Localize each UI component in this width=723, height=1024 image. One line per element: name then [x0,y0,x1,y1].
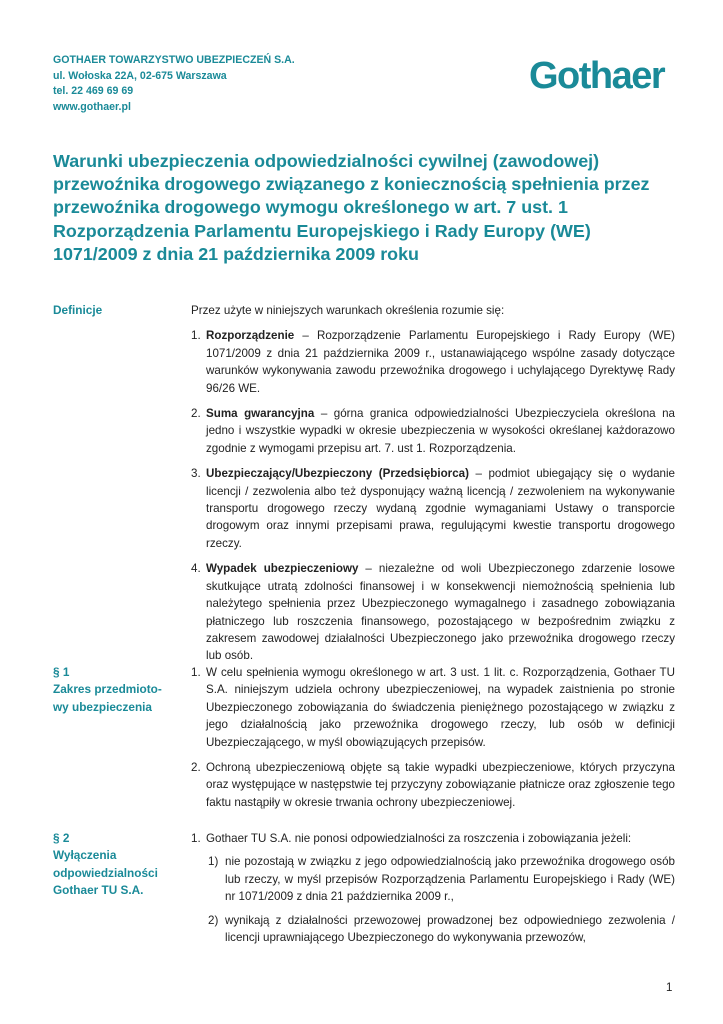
section-2-sublist [206,853,675,946]
section-1-label: § 1 Zakres przedmioto- wy ubezpieczenia [53,665,162,714]
list-item: 1. Rozporządzenie – Rozporządzenie Parlamentu Europejskiego i Rady Europy (WE) 1071/2009 z dnia 21 października 2009 r., ustanawiającego wspólne zasady dotyczące warunków wykonywania zawodu przewoźnika drogowego i uchylającego Dyrektywę Rady 96/26 WE. [191,329,675,395]
list-item: 4. Wypadek ubezpieczeniowy – niezależne od woli Ubezpieczonego zdarzenie losowe skutkujące utratą zdolności finansowej i w konsekwencji niemożnością spełnienia lub należytego spełnienia przez Ubezpieczonego wymagalnego i zasadnego zobowiązania płatniczego lub roszczenia finansowego, pozostającego w bezpośrednim związku z zakresem zawodowej działalności Ubezpieczonego jako przewoźnika drogowego rzeczy lub osób. [191,562,675,663]
company-phone: tel. 22 469 69 69 [53,85,134,98]
list-item: 3. Ubezpieczający/Ubezpieczony (Przedsiębiorca) – podmiot ubiegający się o wydanie licencji / zezwolenia albo też dysponujący ważną licencją / zezwoleniem na wykonywanie transportu drogowego rzeczy wydaną zgodnie wymaganiami Ustawy o transporcie drogowym oraz innymi przepisami prawa, regulującymi kwestie transportu drogowego rzeczy. [191,467,675,550]
sub-list-item: 2) wynikają z działalności przewozowej prowadzonej bez odpowiedniego zezwolenia / licencji uprawniającego Ubezpieczonego do wykonywania przewozów, [208,913,675,945]
document-title: Warunki ubezpieczenia odpowiedzialności cywilnej (zawodowej) przewoźnika drogowego związanego z koniecznością spełnienia przez przewoźnika drogowego wymogu określonego w art. 7 ust. 1 Rozporządzenia Parlamentu Europejskiego i Rady Europy (WE) 1071/2009 z dnia 21 października 2009 roku [53,151,650,264]
gothaer-logo [527,51,677,101]
sub-list-item: 1) nie pozostają w związku z jego odpowiedzialnością jako przewoźnika drogowego osób lub rzeczy, w myśl przepisów Rozporządzenia Parlamentu Europejskiego i Rady (WE) nr 1071/2009 z dnia 21 października 2009 r., [208,855,675,904]
page-number: 1 [666,982,673,994]
section-1-content [191,664,675,819]
definitions-list [191,327,675,664]
section-2-label: § 2 Wyłączenia odpowiedzialności Gothaer TU S.A. [53,831,158,898]
company-name: GOTHAER TOWARZYSTWO UBEZPIECZEŃ S.A. [53,54,295,66]
definitions-content [191,302,675,673]
definitions-intro: Przez użyte w niniejszych warunkach określenia rozumie się: [191,304,505,317]
definitions-label: Definicje [53,303,103,317]
list-item: 1. Gothaer TU S.A. nie ponosi odpowiedzialności za roszczenia i zobowiązania jeżeli: 1) nie pozostają w związku z jego odpowiedzialnością jako przewoźnika drogowego osób lub rzeczy, w myśl przepisów Rozporządzenia Parlamentu Europejskiego i Rady (WE) nr 1071/2009 z dnia 21 października 2009 r., 2) wynikają z działalności przewozowej prowadzonej bez odpowiedniego zezwolenia / licencji uprawniającego Ubezpieczonego do wykonywania przewozów, [191,830,675,946]
list-item: 1. W celu spełnienia wymogu określonego w art. 3 ust. 1 lit. c. Rozporządzenia, Gothaer TU S.A. niniejszym udziela ochrony ubezpieczeniowej, na wypadek zaistnienia po stronie Ubezpieczonego zobowiązania do świadczenia pieniężnego pozostającego w związku z jego działalnością jako przewoźnika drogowego rzeczy, lub osób w definicji Ubezpieczającego, w myśl obowiązujących przepisów. [191,666,675,749]
section-2-content [191,830,675,954]
company-info [53,53,295,115]
logo-text: Gothaer [529,55,665,97]
section-2-list [191,830,675,946]
list-item: 2. Suma gwarancyjna – górna granica odpowiedzialności Ubezpieczyciela określona na jedno i wszystkie wypadki w okresie ubezpieczenia w wysokości określanej każdorazowo zgodnie z wymogami przepisu art. 7. ust 1. Rozporządzenia. [191,407,675,455]
company-website[interactable]: www.gothaer.pl [53,100,131,113]
section-1-list [191,664,675,811]
list-item: 2. Ochroną ubezpieczeniową objęte są takie wypadki ubezpieczeniowe, których przyczyna oraz występujące w następstwie tej przyczyny zobowiązanie płatnicze oraz zgłoszenie tego faktu nastąpiły w okresie trwania ochrony ubezpieczeniowej. [191,761,675,809]
company-address: ul. Wołoska 22A, 02-675 Warszawa [53,69,227,82]
